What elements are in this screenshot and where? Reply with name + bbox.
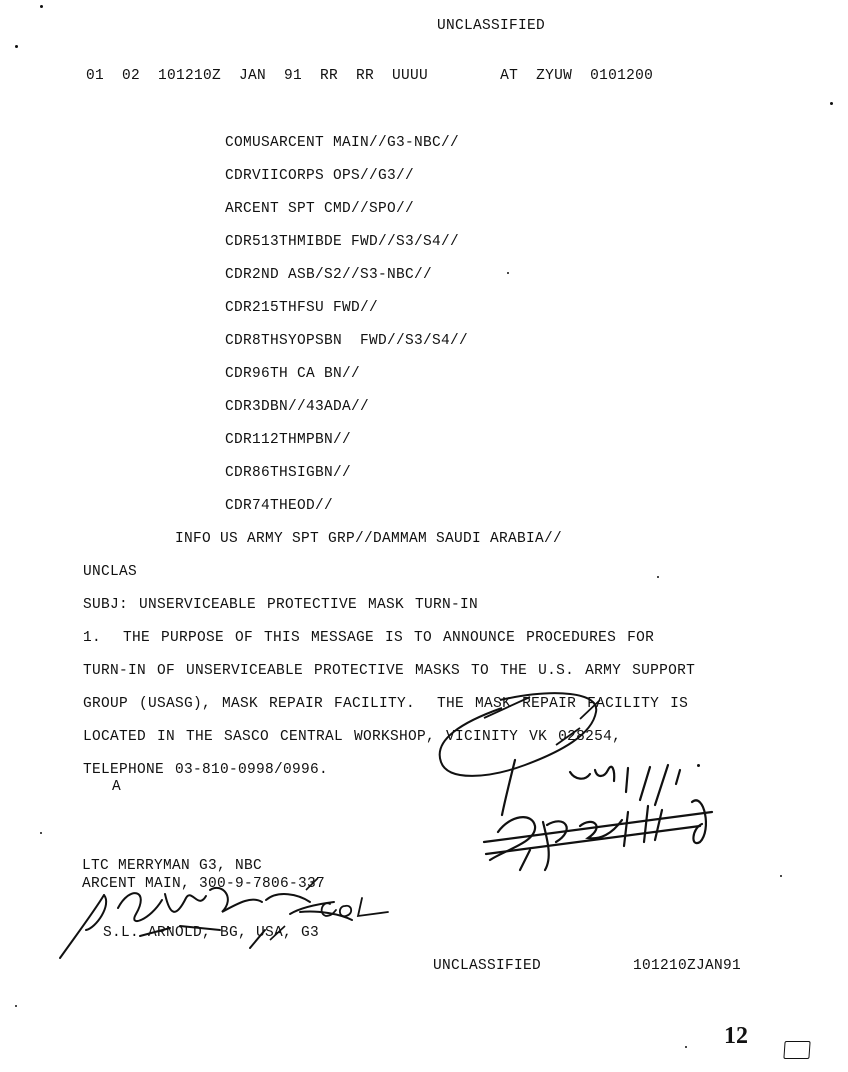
scan-speck: [15, 45, 18, 48]
addressee: CDR8THSYOPSBN FWD//S3/S4//: [225, 333, 469, 349]
drafter-office-line: ARCENT MAIN, 300-9-7806-337: [82, 876, 326, 892]
addressee: CDR112THMPBN//: [225, 432, 352, 448]
handwritten-circle: [440, 693, 597, 776]
classification-header: UNCLASSIFIED: [437, 18, 546, 34]
scan-speck: [697, 764, 700, 767]
strike-mark: [270, 926, 285, 940]
drafter-line: LTC MERRYMAN G3, NBC: [82, 858, 263, 874]
scan-speck: [15, 1005, 17, 1007]
addressee: CDR86THSIGBN//: [225, 465, 352, 481]
section-marker: A: [112, 779, 122, 795]
scan-speck: [830, 102, 833, 105]
scan-speck: [657, 576, 659, 578]
addressee: ARCENT SPT CMD//SPO//: [225, 201, 415, 217]
scan-speck: [507, 272, 509, 274]
addressee: CDR215THFSU FWD//: [225, 300, 379, 316]
paragraph-line: TELEPHONE 03-810-0998/0996.: [83, 762, 329, 778]
addressee: CDR2ND ASB/S2//S3-NBC//: [225, 267, 433, 283]
releaser-line: S.L. ARNOLD, BG, USA, G3: [103, 925, 320, 941]
scan-speck: [40, 5, 43, 8]
classification-footer: UNCLASSIFIED: [433, 958, 542, 974]
col-annotation: [322, 898, 388, 916]
addressee: CDR96TH CA BN//: [225, 366, 361, 382]
strike-mark: [484, 697, 530, 718]
scan-speck: [685, 1046, 687, 1048]
scan-speck: [40, 832, 42, 834]
addressee: CDR513THMIBDE FWD//S3/S4//: [225, 234, 460, 250]
paragraph-line: LOCATED IN THE SASCO CENTRAL WORKSHOP, VICINITY VK 028254,: [83, 729, 622, 745]
strike-mark: [556, 728, 580, 745]
info-addressee: INFO US ARMY SPT GRP//DAMMAM SAUDI ARABIA//: [175, 531, 563, 547]
strike-mark: [306, 878, 318, 890]
addressee: CDRVIICORPS OPS//G3//: [225, 168, 415, 184]
scan-speck: [780, 875, 782, 877]
addressee: CDR74THEOD//: [225, 498, 334, 514]
classification-caveat: UNCLAS: [83, 564, 138, 580]
addressee: CDR3DBN//43ADA//: [225, 399, 370, 415]
paragraph-line: 1. THE PURPOSE OF THIS MESSAGE IS TO ANNOUNCE PROCEDURES FOR: [83, 630, 655, 646]
paragraph-line: TURN-IN OF UNSERVICEABLE PROTECTIVE MASKS TO THE U.S. ARMY SUPPORT: [83, 663, 696, 679]
footer-dtg: 101210ZJAN91: [633, 958, 742, 974]
addressee: COMUSARCENT MAIN//G3-NBC//: [225, 135, 460, 151]
signature: [60, 888, 352, 958]
subject-line: SUBJ: UNSERVICEABLE PROTECTIVE MASK TURN-IN: [83, 597, 479, 613]
routing-line: 01 02 101210Z JAN 91 RR RR UUUU AT ZYUW 0101200: [86, 68, 654, 84]
page-number: 12: [724, 1023, 748, 1049]
paragraph-line: GROUP (USASG), MASK REPAIR FACILITY. THE MASK REPAIR FACILITY IS: [83, 696, 689, 712]
spelling-note: [484, 760, 712, 870]
